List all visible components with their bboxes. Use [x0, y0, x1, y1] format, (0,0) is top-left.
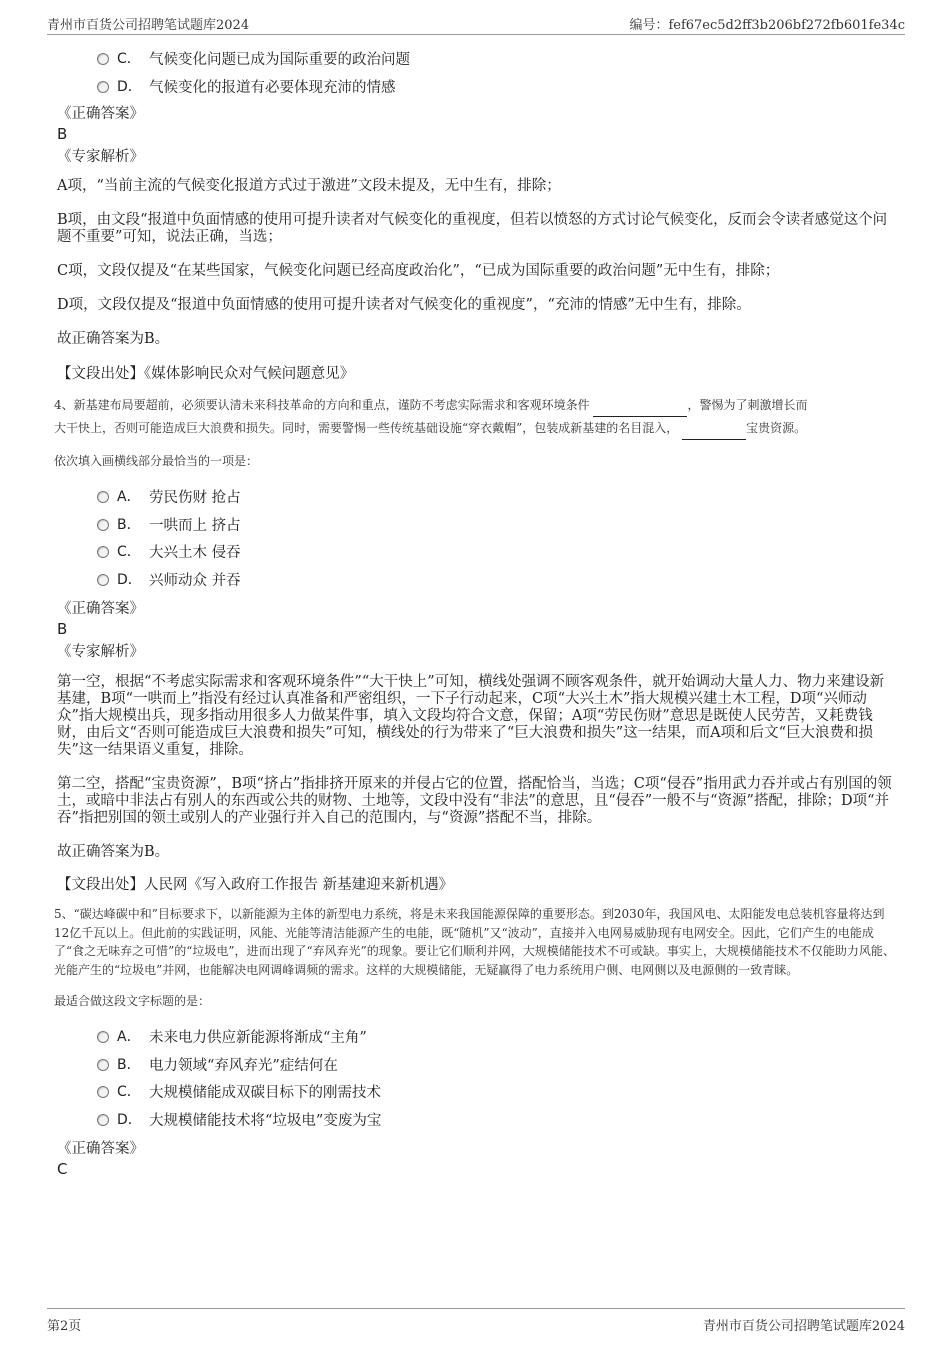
analysis-conclusion: 故正确答案为B。: [57, 844, 170, 860]
answer-label: 《正确答案》: [57, 106, 144, 122]
answer-value: B: [57, 125, 68, 143]
answer-label: 《正确答案》: [57, 601, 144, 617]
analysis-paragraph: C项，文段仅提及“在某些国家，气候变化问题已经高度政治化”，“已成为国际重要的政治问题”无中生有，排除；: [57, 263, 780, 279]
analysis-label: 《专家解析》: [57, 644, 144, 660]
question-5: [54, 905, 897, 1012]
radio-icon[interactable]: [97, 546, 109, 558]
radio-icon[interactable]: [97, 574, 109, 586]
option-text: 电力领域“弃风弃光”症结何在: [149, 1057, 338, 1074]
option-letter: D．: [117, 78, 142, 95]
page-header: [47, 12, 905, 35]
q4-options: [57, 484, 897, 594]
footer-title: 青州市百货公司招聘笔试题库2024: [702, 1319, 905, 1334]
question-stem: 5、“碳达峰碳中和”目标要求下，以新能源为主体的新型电力系统，将是未来我国能源保障的重要形态。到2030年，我国风电、太阳能发电总装机容量将达到12亿千瓦以上。但此前的实践证明，风能、光能等清洁能源产生的电能，既“随机”又“波动”，直接并入电网易威胁现有电网安全。因此，它们产生的电能成了“食之无味弃之可惜”的“垃圾电”，进而出现了“弃风弃光”的现象。要让它们顺利并网，大规模储能技术不可或缺。事实上，大规模储能技术不仅能助力风能、光能产生的“垃圾电”并网，也能解决电网调峰调频的需求。这样的大规模储能，无疑赢得了电力系统用户侧、电网侧以及电源侧的一致青睐。: [54, 907, 895, 977]
question-4: [54, 394, 897, 472]
option-text: 一哄而上 挤占: [149, 517, 241, 534]
option-text: 大兴土木 侵吞: [149, 545, 241, 561]
option-b[interactable]: [57, 1052, 897, 1080]
option-a[interactable]: [57, 484, 897, 512]
radio-icon[interactable]: [97, 53, 109, 65]
option-b[interactable]: [57, 512, 897, 540]
analysis-paragraph: D项，文段仅提及“报道中负面情感的使用可提升读者对气候变化的重视度”，“充沛的情感”无中生有，排除。: [57, 297, 751, 313]
fill-blank-2: [682, 417, 746, 440]
option-d[interactable]: [57, 1107, 897, 1135]
source-citation: 【文段出处】《媒体影响民众对气候问题意见》: [57, 366, 355, 382]
analysis-paragraph: 第一空，根据“不考虑实际需求和客观环境条件”“大干快上”可知，横线处强调不顾客观条件，就开始调动大量人力、物力来建设新基建，B项“一哄而上”指没有经过认真准备和严密组织，一下子行动起来，C项“大兴土木”指大规模兴建土木工程，D项“兴师动众”指大规模出兵，现多指动用很多人力做某件事，填入文段均符合文意，保留；A项“劳民伤财”意思是既使人民劳苦，又耗费钱财，由后文“否则可能造成巨大浪费和损失”可知，横线处的行为带来了“巨大浪费和损失”这一结果，而A项和后文“巨大浪费和损失”这一结果语义重复，排除。: [57, 674, 885, 758]
analysis-paragraph: A项，“当前主流的气候变化报道方式过于激进”文段未提及，无中生有，排除；: [57, 178, 561, 194]
fill-blank-1: [593, 394, 687, 417]
option-text: 未来电力供应新能源将渐成“主角”: [149, 1030, 367, 1046]
answer-value: C: [57, 1160, 68, 1178]
analysis-paragraph: 第二空，搭配“宝贵资源”，B项“挤占”指排挤开原来的并侵占它的位置，搭配恰当，当选；C项“侵吞”指用武力吞并或占有别国的领土，或暗中非法占有别人的东西或公共的财物、土地等，文段中没有“非法”的意思，且“侵吞”一般不与“资源”搭配，排除；D项“并吞”指把别国的领土或别人的产业强行并入自己的范围内，与“资源”搭配不当，排除。: [57, 776, 892, 826]
radio-icon[interactable]: [97, 1059, 109, 1071]
option-d[interactable]: [57, 74, 897, 102]
option-letter: B．: [117, 516, 141, 533]
analysis-conclusion: 故正确答案为B。: [57, 331, 170, 347]
option-letter: D．: [117, 1111, 142, 1128]
radio-icon[interactable]: [97, 1114, 109, 1126]
analysis-paragraph: B项，由文段“报道中负面情感的使用可提升读者对气候变化的重视度，但若以愤怒的方式讨论气候变化，反而会令读者感觉这个问题不重要”可知，说法正确，当选；: [57, 212, 888, 245]
answer-value: B: [57, 620, 68, 638]
option-text: 劳民伤财 抢占: [149, 490, 241, 506]
stem-text: 4、新基建布局要超前，必须要认清未来科技革命的方向和重点，谨防不考虑实际需求和客观环境条件: [54, 398, 590, 412]
question-prompt: 最适合做这段文字标题的是：: [54, 994, 211, 1008]
question-prompt: 依次填入画横线部分最恰当的一项是：: [54, 454, 259, 468]
option-letter: A．: [117, 1029, 141, 1045]
option-text: 气候变化的报道有必要体现充沛的情感: [149, 79, 396, 96]
option-letter: B．: [117, 1056, 141, 1073]
analysis-label: 《专家解析》: [57, 149, 144, 165]
option-c[interactable]: [57, 1079, 897, 1107]
q3-options: [57, 46, 897, 101]
radio-icon[interactable]: [97, 81, 109, 93]
option-letter: D．: [117, 571, 142, 588]
option-letter: C．: [117, 1084, 141, 1100]
option-text: 气候变化问题已成为国际重要的政治问题: [149, 52, 410, 68]
option-text: 大规模储能技术将“垃圾电”变废为宝: [149, 1112, 382, 1129]
radio-icon[interactable]: [97, 519, 109, 531]
page-content: [54, 46, 897, 1179]
stem-text: 大干快上，否则可能造成巨大浪费和损失。同时，需要警惕一些传统基础设施“穿衣戴帽”，包装成新基建的名目混入，: [54, 421, 679, 435]
option-letter: C．: [117, 544, 141, 560]
option-letter: C．: [117, 51, 141, 67]
option-text: 大规模储能成双碳目标下的刚需技术: [149, 1085, 381, 1101]
option-c[interactable]: [57, 539, 897, 567]
answer-label: 《正确答案》: [57, 1141, 144, 1157]
stem-text: ，警惕为了刺激增长而: [687, 398, 808, 412]
source-citation: 【文段出处】人民网《写入政府工作报告 新基建迎来新机遇》: [57, 877, 454, 893]
radio-icon[interactable]: [97, 1086, 109, 1098]
q5-options: [57, 1024, 897, 1134]
page-number: 第2页: [47, 1319, 82, 1334]
header-doc-id: 编号：fef67ec5d2ff3b206bf272fb601fe34c: [629, 18, 905, 33]
option-letter: A．: [117, 489, 141, 505]
page-footer: [47, 1308, 905, 1339]
stem-text: 宝贵资源。: [746, 421, 807, 435]
option-text: 兴师动众 并吞: [149, 572, 241, 589]
radio-icon[interactable]: [97, 491, 109, 503]
radio-icon[interactable]: [97, 1031, 109, 1043]
option-c[interactable]: [57, 46, 897, 74]
option-a[interactable]: [57, 1024, 897, 1052]
question-stem: [54, 394, 897, 440]
option-d[interactable]: [57, 567, 897, 595]
header-title: 青州市百货公司招聘笔试题库2024: [47, 18, 250, 33]
